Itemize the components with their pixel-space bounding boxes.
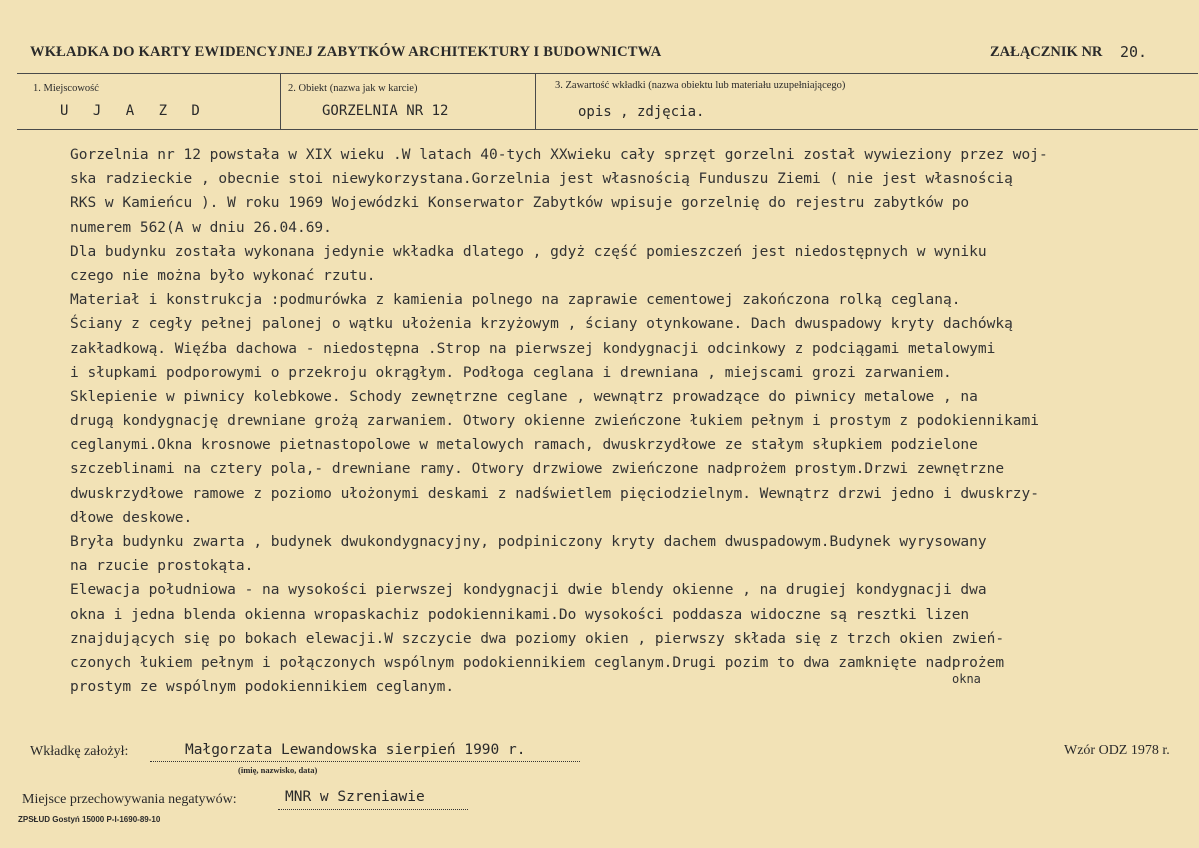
description-line: czonych łukiem pełnym i połączonych wspólnym podokiennikiem ceglanym.Drugi pozim to dwa zamknięte nadprożem	[70, 654, 1005, 671]
description-line: Ściany z cegły pełnej palonej o wątku ułożenia krzyżowym , ściany otynkowane. Dach dwuspadowy kryty dachówką	[70, 316, 1013, 333]
description-line: szczeblinami na cztery pola,- drewniane ramy. Otwory drzwiowe zwieńczone nadprożem prostym.Drzwi zewnętrzne	[70, 461, 1005, 478]
description-line: okna i jedna blenda okienna wropaskachiz podokiennikami.Do wysokości poddasza widoczne są resztki lizen	[70, 606, 970, 623]
author-value: Małgorzata Lewandowska sierpień 1990 r.	[185, 742, 526, 758]
contents-label: 3. Zawartość wkładki (nazwa obiektu lub materiału uzupełniającego)	[555, 80, 846, 91]
description-line: i słupkami podporowymi o przekroju okrągłym. Podłoga ceglana i drewniana , miejscami grozi zarwaniem.	[70, 364, 952, 381]
description-line: drugą kondygnację drewniane grożą zarwaniem. Otwory okienne zwieńczone łukiem pełnym i prostym z podokiennikami	[70, 413, 1040, 430]
header-rule-bottom	[17, 129, 1198, 130]
locality-label: 1. Miejscowość	[33, 83, 99, 94]
header-rule-top	[17, 73, 1198, 74]
field-divider-1	[280, 73, 281, 130]
object-label: 2. Obiekt (nazwa jak w karcie)	[288, 83, 418, 94]
description-line: RKS w Kamieńcu ). W roku 1969 Wojewódzki Konserwator Zabytków wpisuje gorzelnię do rejestru zabytków po	[70, 195, 970, 212]
description-line: czego nie można było wykonać rzutu.	[70, 267, 376, 284]
description-text	[70, 143, 1195, 699]
description-line: znajdujących się po bokach elewacji.W szczycie dwa poziomy okien , pierwszy składa się z trzch okien zwień-	[70, 630, 1005, 647]
field-divider-2	[535, 73, 536, 130]
description-line: ska radzieckie , obecnie stoi niewykorzystana.Gorzelnia jest własnością Funduszu Ziemi ( nie jest własnością	[70, 171, 1013, 188]
negatives-dotted-line	[278, 808, 468, 810]
contents-value: opis , zdjęcia.	[578, 104, 705, 120]
annex-label: ZAŁĄCZNIK NR	[990, 44, 1103, 60]
negatives-value: MNR w Szreniawie	[285, 789, 425, 805]
description-line: Sklepienie w piwnicy kolebkowe. Schody zewnętrzne ceglane , wewnątrz prowadzące do piwnicy metalowe , na	[70, 388, 978, 405]
description-line: prostym ze wspólnym podokiennikiem ceglanym.	[70, 679, 455, 696]
description-line: Elewacja południowa - na wysokości pierwszej kondygnacji dwie blendy okienne , na drugiej kondygnacji dwa	[70, 582, 987, 599]
description-line: Dla budynku została wykonana jedynie wkładka dlatego , gdyż część pomieszczeń jest niedostępnych w wyniku	[70, 243, 987, 260]
form-title: WKŁADKA DO KARTY EWIDENCYJNEJ ZABYTKÓW ARCHITEKTURY I BUDOWNICTWA	[30, 44, 662, 60]
locality-value: U J A Z D	[60, 103, 208, 119]
author-label: Wkładkę założył:	[30, 744, 129, 759]
description-line: numerem 562(A w dniu 26.04.69.	[70, 219, 332, 236]
object-value: GORZELNIA NR 12	[322, 103, 449, 119]
author-hint: (imię, nazwisko, data)	[238, 765, 318, 775]
description-line: Materiał i konstrukcja :podmurówka z kamienia polnego na zaprawie cementowej zakończona rolką ceglaną.	[70, 292, 961, 309]
description-line: dwuskrzydłowe ramowe z poziomo ułożonymi deskami z nadświetlem pięciodzielnym. Wewnątrz drzwi jedno i dwuskrzy-	[70, 485, 1040, 502]
inserted-word: okna	[952, 672, 981, 686]
printer-imprint: ZPSŁUD Gostyń 15000 P-I-1690-89-10	[18, 815, 161, 824]
negatives-label: Miejsce przechowywania negatywów:	[22, 792, 237, 807]
form-model: Wzór ODZ 1978 r.	[1064, 743, 1170, 758]
author-dotted-line	[150, 760, 580, 762]
annex-number: 20.	[1120, 43, 1148, 61]
description-line: ceglanymi.Okna krosnowe pietnastopolowe w metalowych ramach, dwuskrzydłowe ze stałym słupkiem podzielone	[70, 437, 978, 454]
description-line: Bryła budynku zwarta , budynek dwukondygnacyjny, podpiniczony kryty dachem dwuspadowym.Budynek wyrysowany	[70, 534, 987, 550]
description-line: Gorzelnia nr 12 powstała w XIX wieku .W latach 40-tych XXwieku cały sprzęt gorzelni został wywieziony przez woj-	[70, 147, 1048, 163]
description-line: dłowe deskowe.	[70, 509, 193, 526]
description-line: na rzucie prostokąta.	[70, 558, 254, 575]
description-line: zakładkową. Więźba dachowa - niedostępna .Strop na pierwszej kondygnacji odcinkowy z podciągami metalowymi	[70, 340, 996, 357]
